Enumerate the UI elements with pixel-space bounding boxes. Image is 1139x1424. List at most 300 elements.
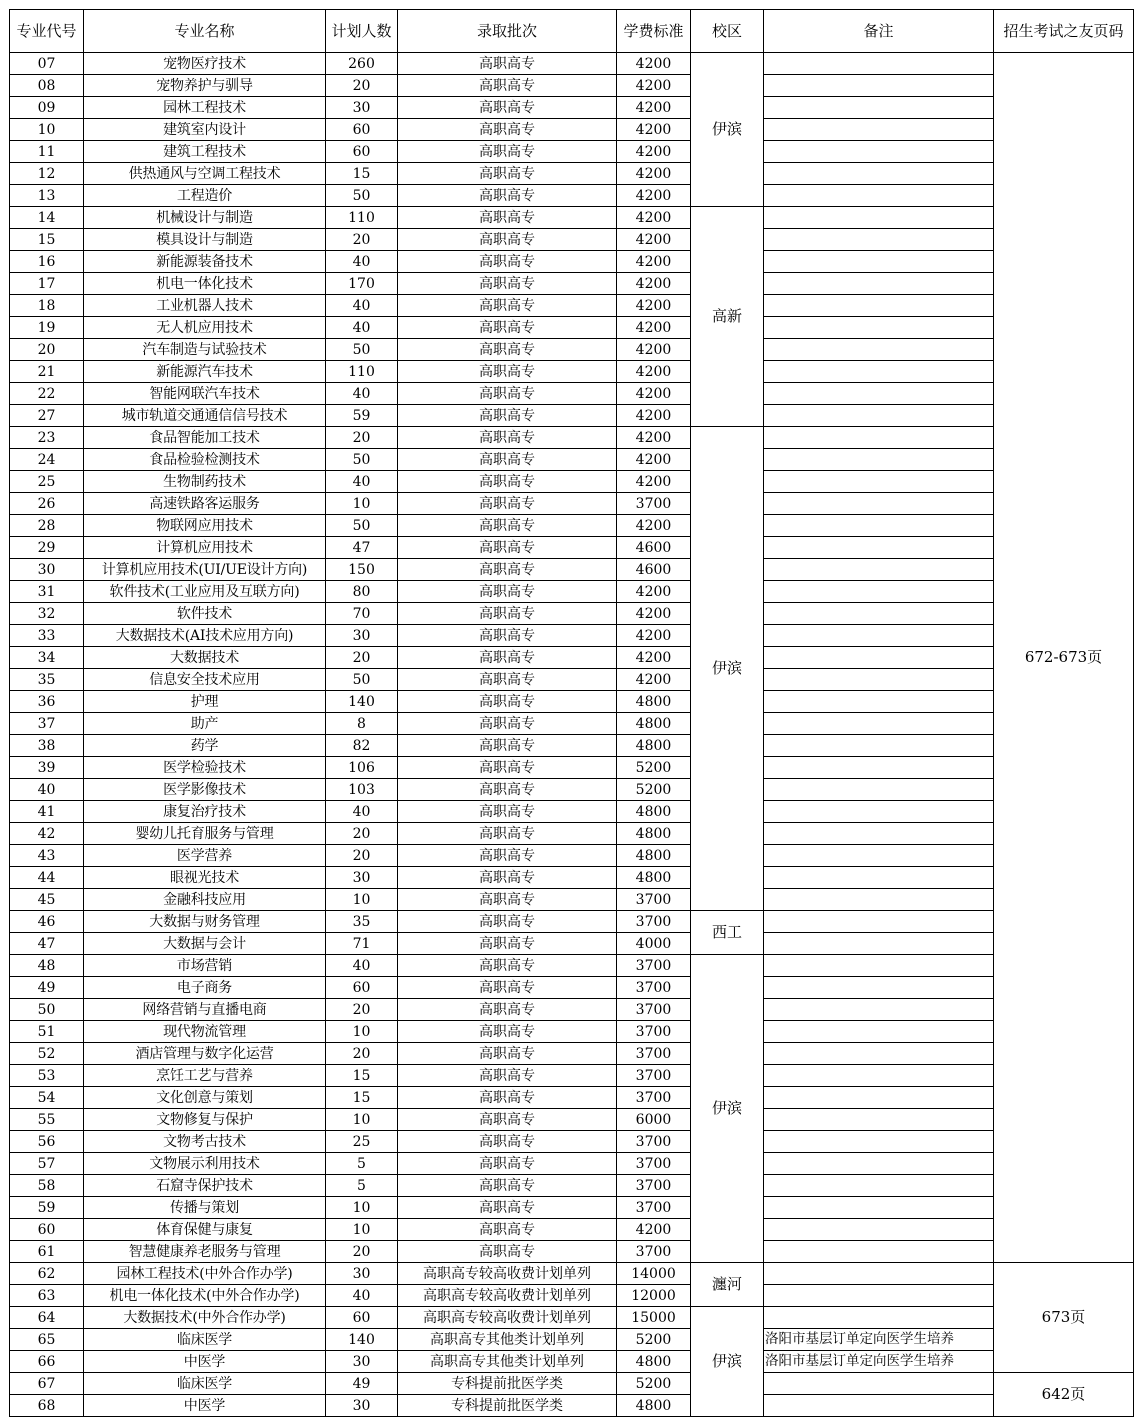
table-row [10,1329,1134,1351]
major-code-cell: 56 [10,1131,84,1153]
major-code-cell: 26 [10,493,84,515]
major-name-cell: 中医学 [84,1395,326,1417]
major-code-cell: 39 [10,757,84,779]
table-row [10,493,1134,515]
header-code: 专业代号 [10,10,84,53]
tuition-fee-cell: 4800 [617,1351,691,1373]
table-row [10,53,1134,75]
guide-page-cell: 672-673页 [994,53,1134,1263]
table-row [10,141,1134,163]
table-row [10,1175,1134,1197]
major-name-cell: 食品智能加工技术 [84,427,326,449]
remark-cell [764,1065,994,1087]
admission-batch-cell: 高职高专 [398,383,617,405]
major-name-cell: 酒店管理与数字化运营 [84,1043,326,1065]
table-row [10,1351,1134,1373]
tuition-fee-cell: 12000 [617,1285,691,1307]
admission-batch-cell: 高职高专 [398,1087,617,1109]
remark-cell [764,1153,994,1175]
plan-count-cell: 15 [326,163,398,185]
remark-cell [764,75,994,97]
admission-batch-cell: 高职高专 [398,1153,617,1175]
major-code-cell: 37 [10,713,84,735]
major-name-cell: 汽车制造与试验技术 [84,339,326,361]
tuition-fee-cell: 4200 [617,669,691,691]
header-row [10,10,1134,53]
plan-count-cell: 10 [326,1109,398,1131]
admission-batch-cell: 高职高专 [398,185,617,207]
admission-batch-cell: 高职高专 [398,361,617,383]
remark-cell [764,317,994,339]
plan-count-cell: 40 [326,295,398,317]
plan-count-cell: 5 [326,1175,398,1197]
plan-count-cell: 20 [326,75,398,97]
tuition-fee-cell: 5200 [617,757,691,779]
remark-cell [764,1043,994,1065]
table-row [10,1153,1134,1175]
major-name-cell: 市场营销 [84,955,326,977]
major-name-cell: 金融科技应用 [84,889,326,911]
admission-batch-cell: 高职高专 [398,515,617,537]
major-name-cell: 现代物流管理 [84,1021,326,1043]
major-name-cell: 生物制药技术 [84,471,326,493]
admission-batch-cell: 高职高专 [398,1043,617,1065]
major-code-cell: 19 [10,317,84,339]
plan-count-cell: 170 [326,273,398,295]
admission-batch-cell: 高职高专 [398,647,617,669]
admission-batch-cell: 高职高专 [398,537,617,559]
table-row [10,977,1134,999]
tuition-fee-cell: 4200 [617,1219,691,1241]
major-code-cell: 54 [10,1087,84,1109]
major-code-cell: 32 [10,603,84,625]
major-name-cell: 大数据与财务管理 [84,911,326,933]
table-row [10,75,1134,97]
table-row [10,207,1134,229]
remark-cell [764,1241,994,1263]
major-name-cell: 智能网联汽车技术 [84,383,326,405]
plan-count-cell: 30 [326,1395,398,1417]
major-code-cell: 36 [10,691,84,713]
tuition-fee-cell: 3700 [617,1065,691,1087]
header-fee: 学费标准 [617,10,691,53]
admission-batch-cell: 高职高专 [398,779,617,801]
admission-batch-cell: 高职高专 [398,449,617,471]
plan-count-cell: 20 [326,1043,398,1065]
table-row [10,1263,1134,1285]
plan-count-cell: 71 [326,933,398,955]
major-name-cell: 园林工程技术 [84,97,326,119]
major-code-cell: 65 [10,1329,84,1351]
plan-count-cell: 40 [326,317,398,339]
major-name-cell: 建筑室内设计 [84,119,326,141]
table-row [10,405,1134,427]
major-code-cell: 38 [10,735,84,757]
major-code-cell: 17 [10,273,84,295]
major-code-cell: 68 [10,1395,84,1417]
major-name-cell: 烹饪工艺与营养 [84,1065,326,1087]
tuition-fee-cell: 4800 [617,823,691,845]
campus-cell: 伊滨 [691,53,764,207]
admission-batch-cell: 高职高专 [398,801,617,823]
remark-cell [764,537,994,559]
plan-count-cell: 30 [326,97,398,119]
plan-count-cell: 30 [326,1263,398,1285]
remark-cell [764,207,994,229]
plan-count-cell: 20 [326,845,398,867]
tuition-fee-cell: 6000 [617,1109,691,1131]
major-code-cell: 29 [10,537,84,559]
major-name-cell: 宠物医疗技术 [84,53,326,75]
remark-cell [764,1109,994,1131]
tuition-fee-cell: 4600 [617,559,691,581]
major-name-cell: 助产 [84,713,326,735]
tuition-fee-cell: 3700 [617,1043,691,1065]
major-code-cell: 10 [10,119,84,141]
major-name-cell: 无人机应用技术 [84,317,326,339]
major-name-cell: 宠物养护与驯导 [84,75,326,97]
tuition-fee-cell: 3700 [617,911,691,933]
admission-batch-cell: 高职高专 [398,119,617,141]
header-name: 专业名称 [84,10,326,53]
tuition-fee-cell: 4200 [617,119,691,141]
plan-count-cell: 60 [326,119,398,141]
campus-cell: 高新 [691,207,764,427]
tuition-fee-cell: 15000 [617,1307,691,1329]
admission-batch-cell: 高职高专 [398,1065,617,1087]
remark-cell [764,977,994,999]
major-name-cell: 婴幼儿托育服务与管理 [84,823,326,845]
major-name-cell: 药学 [84,735,326,757]
table-row [10,713,1134,735]
major-name-cell: 机械设计与制造 [84,207,326,229]
table-row [10,691,1134,713]
major-name-cell: 机电一体化技术(中外合作办学) [84,1285,326,1307]
plan-count-cell: 260 [326,53,398,75]
plan-count-cell: 10 [326,1021,398,1043]
tuition-fee-cell: 4200 [617,295,691,317]
tuition-fee-cell: 14000 [617,1263,691,1285]
remark-cell [764,669,994,691]
admission-batch-cell: 高职高专 [398,295,617,317]
table-row [10,1197,1134,1219]
major-code-cell: 24 [10,449,84,471]
admission-batch-cell: 高职高专 [398,273,617,295]
major-code-cell: 07 [10,53,84,75]
major-code-cell: 12 [10,163,84,185]
tuition-fee-cell: 3700 [617,955,691,977]
plan-count-cell: 35 [326,911,398,933]
admission-batch-cell: 高职高专 [398,141,617,163]
major-code-cell: 08 [10,75,84,97]
admission-batch-cell: 高职高专 [398,1109,617,1131]
major-name-cell: 建筑工程技术 [84,141,326,163]
major-code-cell: 11 [10,141,84,163]
admission-batch-cell: 高职高专 [398,581,617,603]
major-code-cell: 40 [10,779,84,801]
admission-batch-cell: 高职高专 [398,207,617,229]
tuition-fee-cell: 4200 [617,515,691,537]
plan-count-cell: 80 [326,581,398,603]
major-name-cell: 供热通风与空调工程技术 [84,163,326,185]
remark-cell [764,1175,994,1197]
remark-cell [764,647,994,669]
major-name-cell: 医学营养 [84,845,326,867]
tuition-fee-cell: 3700 [617,977,691,999]
admission-batch-cell: 高职高专 [398,955,617,977]
tuition-fee-cell: 4200 [617,317,691,339]
remark-cell [764,493,994,515]
major-name-cell: 体育保健与康复 [84,1219,326,1241]
remark-cell [764,383,994,405]
plan-count-cell: 10 [326,1219,398,1241]
table-row [10,845,1134,867]
remark-cell [764,119,994,141]
table-row [10,823,1134,845]
admission-batch-cell: 高职高专 [398,933,617,955]
tuition-fee-cell: 4200 [617,163,691,185]
remark-cell [764,449,994,471]
table-row [10,1131,1134,1153]
table-row [10,185,1134,207]
admission-batch-cell: 高职高专 [398,625,617,647]
table-row [10,119,1134,141]
major-code-cell: 52 [10,1043,84,1065]
admission-batch-cell: 高职高专 [398,713,617,735]
table-row [10,647,1134,669]
tuition-fee-cell: 5200 [617,779,691,801]
remark-cell [764,1197,994,1219]
tuition-fee-cell: 4200 [617,251,691,273]
major-code-cell: 34 [10,647,84,669]
plan-count-cell: 40 [326,251,398,273]
major-name-cell: 新能源装备技术 [84,251,326,273]
major-code-cell: 47 [10,933,84,955]
tuition-fee-cell: 4800 [617,735,691,757]
plan-count-cell: 20 [326,823,398,845]
table-row [10,1285,1134,1307]
table-row [10,1219,1134,1241]
plan-count-cell: 5 [326,1153,398,1175]
plan-count-cell: 30 [326,625,398,647]
remark-cell [764,295,994,317]
major-name-cell: 电子商务 [84,977,326,999]
major-name-cell: 医学影像技术 [84,779,326,801]
plan-count-cell: 60 [326,1307,398,1329]
plan-count-cell: 47 [326,537,398,559]
admission-batch-cell: 高职高专 [398,405,617,427]
plan-count-cell: 30 [326,867,398,889]
tuition-fee-cell: 4200 [617,75,691,97]
tuition-fee-cell: 4200 [617,97,691,119]
tuition-fee-cell: 3700 [617,1241,691,1263]
admission-batch-cell: 高职高专 [398,1131,617,1153]
table-body [10,53,1134,1417]
table-row [10,1395,1134,1417]
remark-cell [764,559,994,581]
admission-batch-cell: 高职高专 [398,559,617,581]
remark-cell [764,867,994,889]
tuition-fee-cell: 3700 [617,493,691,515]
header-batch: 录取批次 [398,10,617,53]
major-code-cell: 59 [10,1197,84,1219]
major-name-cell: 智慧健康养老服务与管理 [84,1241,326,1263]
tuition-fee-cell: 3700 [617,1021,691,1043]
table-row [10,471,1134,493]
table-row [10,1065,1134,1087]
major-name-cell: 大数据技术(AI技术应用方向) [84,625,326,647]
major-name-cell: 医学检验技术 [84,757,326,779]
plan-count-cell: 59 [326,405,398,427]
major-code-cell: 16 [10,251,84,273]
plan-count-cell: 40 [326,383,398,405]
major-name-cell: 传播与策划 [84,1197,326,1219]
table-row [10,933,1134,955]
plan-count-cell: 30 [326,1351,398,1373]
table-row [10,1109,1134,1131]
admission-batch-cell: 高职高专 [398,1219,617,1241]
major-code-cell: 31 [10,581,84,603]
major-name-cell: 文物考古技术 [84,1131,326,1153]
tuition-fee-cell: 4200 [617,185,691,207]
remark-cell [764,251,994,273]
tuition-fee-cell: 4200 [617,273,691,295]
remark-cell [764,933,994,955]
major-code-cell: 18 [10,295,84,317]
table-row [10,251,1134,273]
plan-count-cell: 15 [326,1087,398,1109]
major-code-cell: 45 [10,889,84,911]
major-code-cell: 44 [10,867,84,889]
remark-cell [764,1307,994,1329]
major-code-cell: 57 [10,1153,84,1175]
tuition-fee-cell: 4200 [617,339,691,361]
major-code-cell: 67 [10,1373,84,1395]
admission-batch-cell: 高职高专 [398,889,617,911]
admission-batch-cell: 高职高专其他类计划单列 [398,1351,617,1373]
remark-cell [764,889,994,911]
campus-cell: 伊滨 [691,427,764,911]
admission-batch-cell: 专科提前批医学类 [398,1395,617,1417]
major-code-cell: 62 [10,1263,84,1285]
major-name-cell: 城市轨道交通通信信号技术 [84,405,326,427]
tuition-fee-cell: 4600 [617,537,691,559]
plan-count-cell: 140 [326,1329,398,1351]
table-row [10,1021,1134,1043]
major-name-cell: 文化创意与策划 [84,1087,326,1109]
enrollment-table [9,9,1134,1417]
major-code-cell: 60 [10,1219,84,1241]
tuition-fee-cell: 4200 [617,449,691,471]
table-row [10,273,1134,295]
tuition-fee-cell: 5200 [617,1329,691,1351]
tuition-fee-cell: 4800 [617,1395,691,1417]
major-code-cell: 55 [10,1109,84,1131]
remark-cell: 洛阳市基层订单定向医学生培养 [764,1329,994,1351]
table-row [10,163,1134,185]
tuition-fee-cell: 4800 [617,867,691,889]
plan-count-cell: 10 [326,493,398,515]
tuition-fee-cell: 4800 [617,845,691,867]
table-row [10,1087,1134,1109]
table-row [10,317,1134,339]
major-name-cell: 大数据与会计 [84,933,326,955]
remark-cell [764,1021,994,1043]
table-row [10,559,1134,581]
table-row [10,735,1134,757]
major-code-cell: 49 [10,977,84,999]
plan-count-cell: 50 [326,515,398,537]
table-row [10,537,1134,559]
plan-count-cell: 10 [326,889,398,911]
table-row [10,361,1134,383]
plan-count-cell: 50 [326,449,398,471]
remark-cell [764,713,994,735]
admission-batch-cell: 高职高专 [398,163,617,185]
major-code-cell: 64 [10,1307,84,1329]
remark-cell [764,955,994,977]
major-code-cell: 43 [10,845,84,867]
admission-batch-cell: 高职高专 [398,1175,617,1197]
header-note: 备注 [764,10,994,53]
guide-page-cell: 673页 [994,1263,1134,1373]
header-page: 招生考试之友页码 [994,10,1134,53]
tuition-fee-cell: 4800 [617,691,691,713]
major-name-cell: 机电一体化技术 [84,273,326,295]
admission-batch-cell: 高职高专 [398,603,617,625]
remark-cell [764,273,994,295]
remark-cell [764,361,994,383]
major-name-cell: 临床医学 [84,1329,326,1351]
plan-count-cell: 50 [326,185,398,207]
major-code-cell: 21 [10,361,84,383]
remark-cell [764,823,994,845]
major-name-cell: 康复治疗技术 [84,801,326,823]
guide-page-cell: 642页 [994,1373,1134,1417]
admission-batch-cell: 高职高专 [398,229,617,251]
table-row [10,603,1134,625]
major-name-cell: 园林工程技术(中外合作办学) [84,1263,326,1285]
major-name-cell: 石窟寺保护技术 [84,1175,326,1197]
table-row [10,1373,1134,1395]
table-row [10,801,1134,823]
remark-cell [764,1373,994,1395]
admission-batch-cell: 高职高专 [398,757,617,779]
tuition-fee-cell: 3700 [617,1153,691,1175]
admission-batch-cell: 高职高专 [398,669,617,691]
plan-count-cell: 150 [326,559,398,581]
remark-cell [764,779,994,801]
admission-batch-cell: 高职高专 [398,845,617,867]
tuition-fee-cell: 4800 [617,801,691,823]
table-row [10,779,1134,801]
plan-count-cell: 20 [326,427,398,449]
major-name-cell: 大数据技术(中外合作办学) [84,1307,326,1329]
tuition-fee-cell: 4200 [617,405,691,427]
plan-count-cell: 60 [326,141,398,163]
major-name-cell: 软件技术 [84,603,326,625]
remark-cell [764,801,994,823]
major-code-cell: 42 [10,823,84,845]
major-code-cell: 41 [10,801,84,823]
remark-cell [764,471,994,493]
plan-count-cell: 10 [326,1197,398,1219]
admission-batch-cell: 高职高专 [398,339,617,361]
major-name-cell: 模具设计与制造 [84,229,326,251]
major-code-cell: 28 [10,515,84,537]
remark-cell [764,999,994,1021]
tuition-fee-cell: 4200 [617,53,691,75]
